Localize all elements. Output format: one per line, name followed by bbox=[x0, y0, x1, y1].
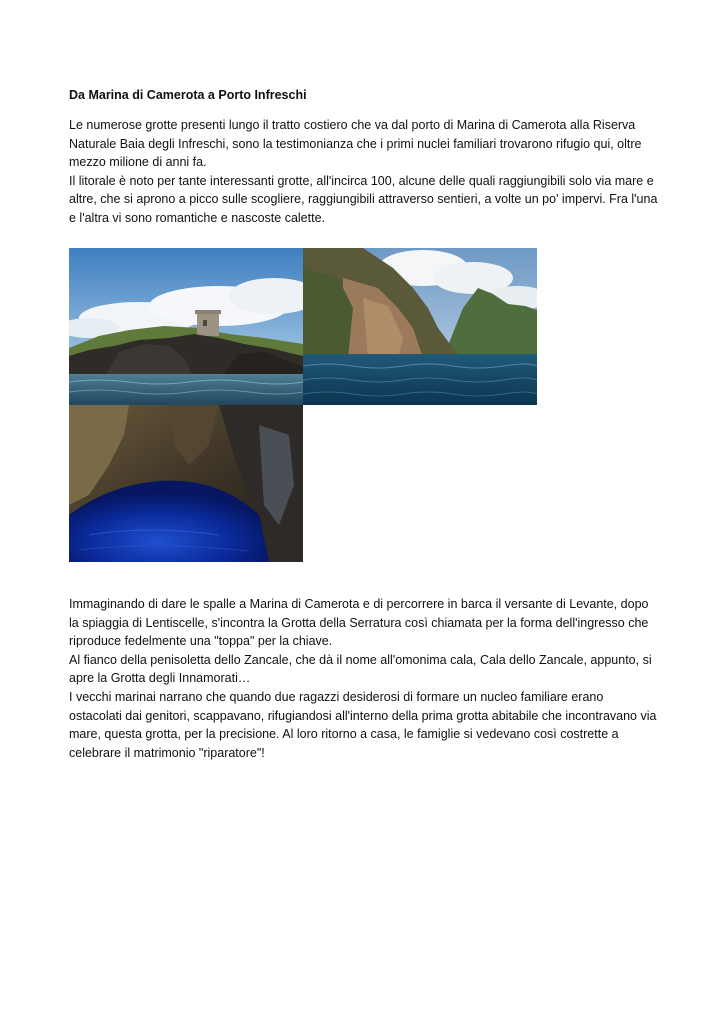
coastal-tower-photo bbox=[69, 248, 303, 405]
intro-paragraph: Le numerose grotte presenti lungo il tratto costiero che va dal porto di Marina di Camerota alla Riserva Naturale Baia degli Infreschi, sono la testimonianza che i primi nuclei familiari trovarono rifugio qui, oltre mezzo milione di anni fa. bbox=[69, 118, 642, 170]
intro-paragraph: Il litorale è noto per tante interessanti grotte, all'incirca 100, alcune delle quali raggiungibili solo via mare e altre, che si aprono a picco sulle scogliere, raggiungibili attraverso sentieri, a volte un po' impervi. Fra l'una e l'altra vi sono romantiche e nascoste calette. bbox=[69, 173, 658, 225]
story-paragraph: Al fianco della penisoletta dello Zancale, che dà il nome all'omonima cala, Cala dello Zancale, appunto, si apre la Grotta degli Innamorati… bbox=[69, 652, 652, 686]
blue-grotto-photo bbox=[69, 405, 303, 562]
sea-cliffs-photo bbox=[303, 248, 537, 405]
story-section bbox=[69, 595, 659, 762]
intro-section bbox=[69, 116, 659, 228]
story-paragraph: Immaginando di dare le spalle a Marina di Camerota e di percorrere in barca il versante di Levante, dopo la spiaggia di Lentiscelle, s'incontra la Grotta della Serratura così chiamata per la forma dell'ingresso che riproduce fedelmente una "toppa" per la chiave. bbox=[69, 597, 649, 649]
document-title: Da Marina di Camerota a Porto Infreschi bbox=[69, 88, 307, 102]
story-paragraph: I vecchi marinai narrano che quando due ragazzi desiderosi di formare un nucleo familiare erano ostacolati dai genitori, scappavano, rifugiandosi all'interno della prima grotta abitabile che incontravano via mare, questa grotta, per la precisione. Al loro ritorno a casa, le famiglie si vedevano così costrette a celebrare il matrimonio "riparatore"! bbox=[69, 689, 657, 760]
